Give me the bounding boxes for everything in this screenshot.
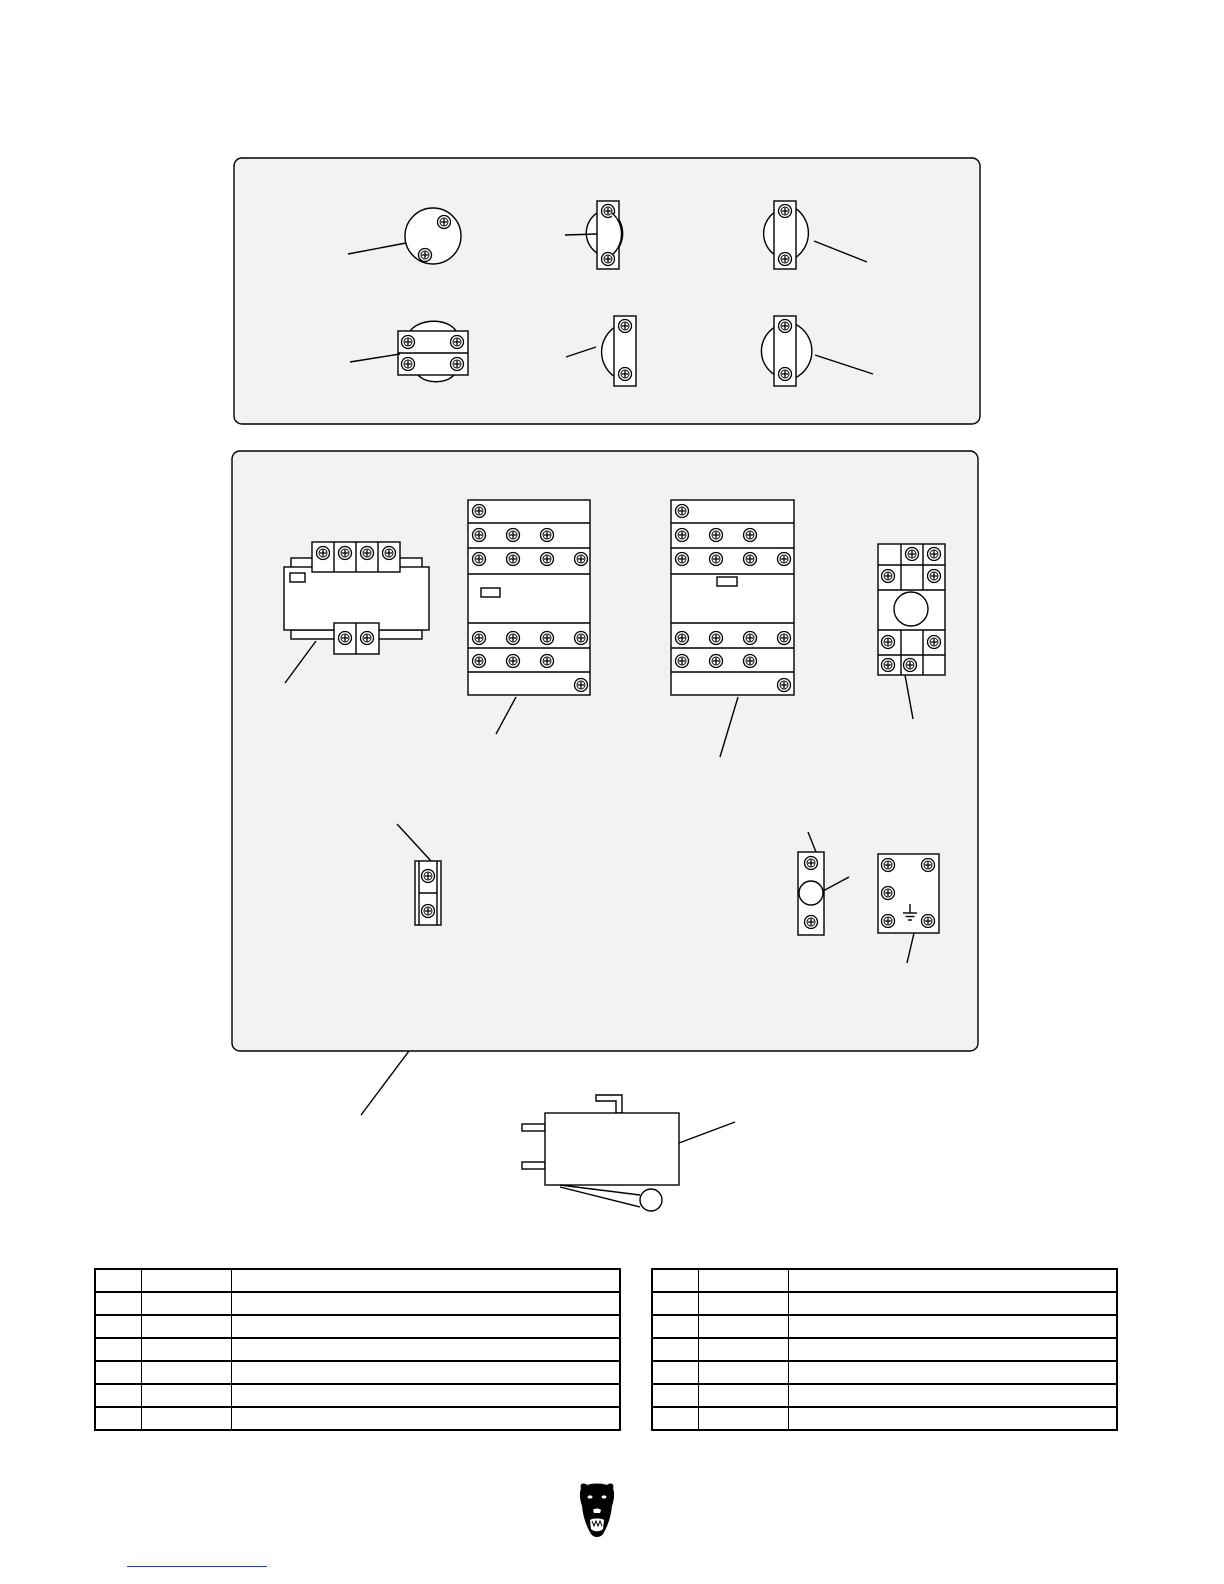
table-cell bbox=[652, 1407, 699, 1430]
table-row bbox=[95, 1292, 620, 1315]
screw-terminal-icon bbox=[882, 915, 895, 928]
double-contact-block bbox=[398, 321, 468, 382]
table-row bbox=[652, 1361, 1117, 1384]
screw-terminal-icon bbox=[402, 358, 415, 371]
table-cell bbox=[789, 1292, 1118, 1315]
table-row bbox=[95, 1315, 620, 1338]
bottom-panel bbox=[232, 451, 978, 1051]
contactor bbox=[671, 500, 794, 695]
table-row bbox=[95, 1361, 620, 1384]
screw-terminal-icon bbox=[619, 368, 632, 381]
column-header bbox=[232, 1269, 621, 1292]
screw-terminal-icon bbox=[928, 548, 941, 561]
table-cell bbox=[232, 1338, 621, 1361]
screw-terminal-icon bbox=[906, 548, 919, 561]
parts-table-right bbox=[651, 1268, 1118, 1431]
screw-terminal-icon bbox=[744, 655, 757, 668]
table-cell bbox=[232, 1384, 621, 1407]
screw-terminal-icon bbox=[507, 655, 520, 668]
screw-terminal-icon bbox=[473, 632, 486, 645]
screw-terminal-icon bbox=[676, 632, 689, 645]
screw-terminal-icon bbox=[383, 547, 396, 560]
table-cell bbox=[699, 1338, 789, 1361]
table-cell bbox=[95, 1361, 142, 1384]
table-cell bbox=[699, 1407, 789, 1430]
table-row bbox=[652, 1407, 1117, 1430]
callout-line bbox=[565, 234, 597, 235]
transformer bbox=[284, 542, 429, 654]
table-cell bbox=[652, 1384, 699, 1407]
table-row bbox=[95, 1338, 620, 1361]
ground-terminal-block bbox=[878, 854, 939, 933]
table-cell bbox=[789, 1315, 1118, 1338]
table-row bbox=[95, 1407, 620, 1430]
table-cell bbox=[95, 1407, 142, 1430]
screw-terminal-icon bbox=[805, 916, 818, 929]
screw-terminal-icon bbox=[710, 655, 723, 668]
contactor bbox=[468, 500, 590, 695]
screw-terminal-icon bbox=[419, 249, 432, 262]
screw-terminal-icon bbox=[676, 553, 689, 566]
screw-terminal-icon bbox=[473, 505, 486, 518]
screw-terminal-icon bbox=[339, 632, 352, 645]
screw-terminal-icon bbox=[922, 859, 935, 872]
table-row bbox=[652, 1384, 1117, 1407]
table-row bbox=[652, 1315, 1117, 1338]
screw-terminal-icon bbox=[805, 857, 818, 870]
screw-terminal-icon bbox=[744, 553, 757, 566]
table-cell bbox=[95, 1315, 142, 1338]
screw-terminal-icon bbox=[778, 632, 791, 645]
column-header bbox=[95, 1269, 142, 1292]
screw-terminal-icon bbox=[541, 655, 554, 668]
table-cell bbox=[699, 1384, 789, 1407]
round-switch bbox=[405, 208, 461, 264]
screw-terminal-icon bbox=[710, 529, 723, 542]
screw-terminal-icon bbox=[361, 632, 374, 645]
screw-terminal-icon bbox=[710, 553, 723, 566]
table-row bbox=[95, 1384, 620, 1407]
screw-terminal-icon bbox=[710, 632, 723, 645]
callout-line bbox=[679, 1122, 735, 1143]
table-cell bbox=[142, 1407, 232, 1430]
table-cell bbox=[95, 1292, 142, 1315]
screw-terminal-icon bbox=[575, 632, 588, 645]
table-cell bbox=[652, 1338, 699, 1361]
screw-terminal-icon bbox=[402, 336, 415, 349]
screw-terminal-icon bbox=[778, 553, 791, 566]
screw-terminal-icon bbox=[575, 679, 588, 692]
screw-terminal-icon bbox=[779, 253, 792, 266]
screw-terminal-icon bbox=[882, 570, 895, 583]
table-cell bbox=[789, 1407, 1118, 1430]
screw-terminal-icon bbox=[451, 336, 464, 349]
screw-terminal-icon bbox=[779, 320, 792, 333]
screw-terminal-icon bbox=[882, 636, 895, 649]
screw-terminal-icon bbox=[541, 632, 554, 645]
screw-terminal-icon bbox=[422, 905, 435, 918]
screw-terminal-icon bbox=[744, 632, 757, 645]
screw-terminal-icon bbox=[676, 505, 689, 518]
table-cell bbox=[652, 1361, 699, 1384]
screw-terminal-icon bbox=[541, 529, 554, 542]
screw-terminal-icon bbox=[422, 870, 435, 883]
limit-switch bbox=[522, 1095, 679, 1211]
screw-terminal-icon bbox=[778, 679, 791, 692]
screw-terminal-icon bbox=[676, 529, 689, 542]
column-header bbox=[789, 1269, 1118, 1292]
top-panel bbox=[234, 158, 980, 424]
screw-terminal-icon bbox=[779, 368, 792, 381]
screw-terminal-icon bbox=[473, 529, 486, 542]
table-cell bbox=[699, 1361, 789, 1384]
table-cell bbox=[652, 1315, 699, 1338]
screw-terminal-icon bbox=[744, 529, 757, 542]
screw-terminal-icon bbox=[928, 570, 941, 583]
screw-terminal-icon bbox=[922, 915, 935, 928]
table-cell bbox=[232, 1407, 621, 1430]
table-row bbox=[652, 1292, 1117, 1315]
callout-line bbox=[361, 1051, 409, 1115]
table-cell bbox=[95, 1338, 142, 1361]
screw-terminal-icon bbox=[438, 216, 451, 229]
table-cell bbox=[699, 1292, 789, 1315]
screw-terminal-icon bbox=[904, 659, 917, 672]
table-cell bbox=[142, 1361, 232, 1384]
screw-terminal-icon bbox=[507, 632, 520, 645]
screw-terminal-icon bbox=[676, 655, 689, 668]
table-cell bbox=[232, 1361, 621, 1384]
screw-terminal-icon bbox=[361, 547, 374, 560]
table-cell bbox=[789, 1384, 1118, 1407]
fuse-holder bbox=[798, 852, 824, 935]
terminal-block bbox=[415, 861, 441, 925]
footer-link[interactable] bbox=[127, 1552, 267, 1567]
screw-terminal-icon bbox=[882, 859, 895, 872]
column-header bbox=[699, 1269, 789, 1292]
table-header-row bbox=[652, 1269, 1117, 1292]
screw-terminal-icon bbox=[507, 553, 520, 566]
table-row bbox=[652, 1338, 1117, 1361]
screw-terminal-icon bbox=[507, 529, 520, 542]
screw-terminal-icon bbox=[882, 887, 895, 900]
bear-head-icon bbox=[578, 1482, 616, 1538]
table-cell bbox=[142, 1292, 232, 1315]
table-cell bbox=[232, 1315, 621, 1338]
screw-terminal-icon bbox=[779, 205, 792, 218]
table-cell bbox=[142, 1315, 232, 1338]
screw-terminal-icon bbox=[451, 358, 464, 371]
screw-terminal-icon bbox=[619, 320, 632, 333]
table-cell bbox=[789, 1361, 1118, 1384]
table-cell bbox=[142, 1338, 232, 1361]
column-header bbox=[142, 1269, 232, 1292]
table-cell bbox=[142, 1384, 232, 1407]
screw-terminal-icon bbox=[541, 553, 554, 566]
table-header-row bbox=[95, 1269, 620, 1292]
table-cell bbox=[699, 1315, 789, 1338]
relay-base bbox=[878, 544, 945, 675]
table-cell bbox=[232, 1292, 621, 1315]
screw-terminal-icon bbox=[473, 553, 486, 566]
screw-terminal-icon bbox=[575, 553, 588, 566]
screw-terminal-icon bbox=[339, 547, 352, 560]
table-cell bbox=[652, 1292, 699, 1315]
screw-terminal-icon bbox=[882, 659, 895, 672]
screw-terminal-icon bbox=[473, 655, 486, 668]
table-cell bbox=[789, 1338, 1118, 1361]
screw-terminal-icon bbox=[317, 547, 330, 560]
table-cell bbox=[95, 1384, 142, 1407]
parts-table-left bbox=[94, 1268, 621, 1431]
column-header bbox=[652, 1269, 699, 1292]
screw-terminal-icon bbox=[928, 636, 941, 649]
